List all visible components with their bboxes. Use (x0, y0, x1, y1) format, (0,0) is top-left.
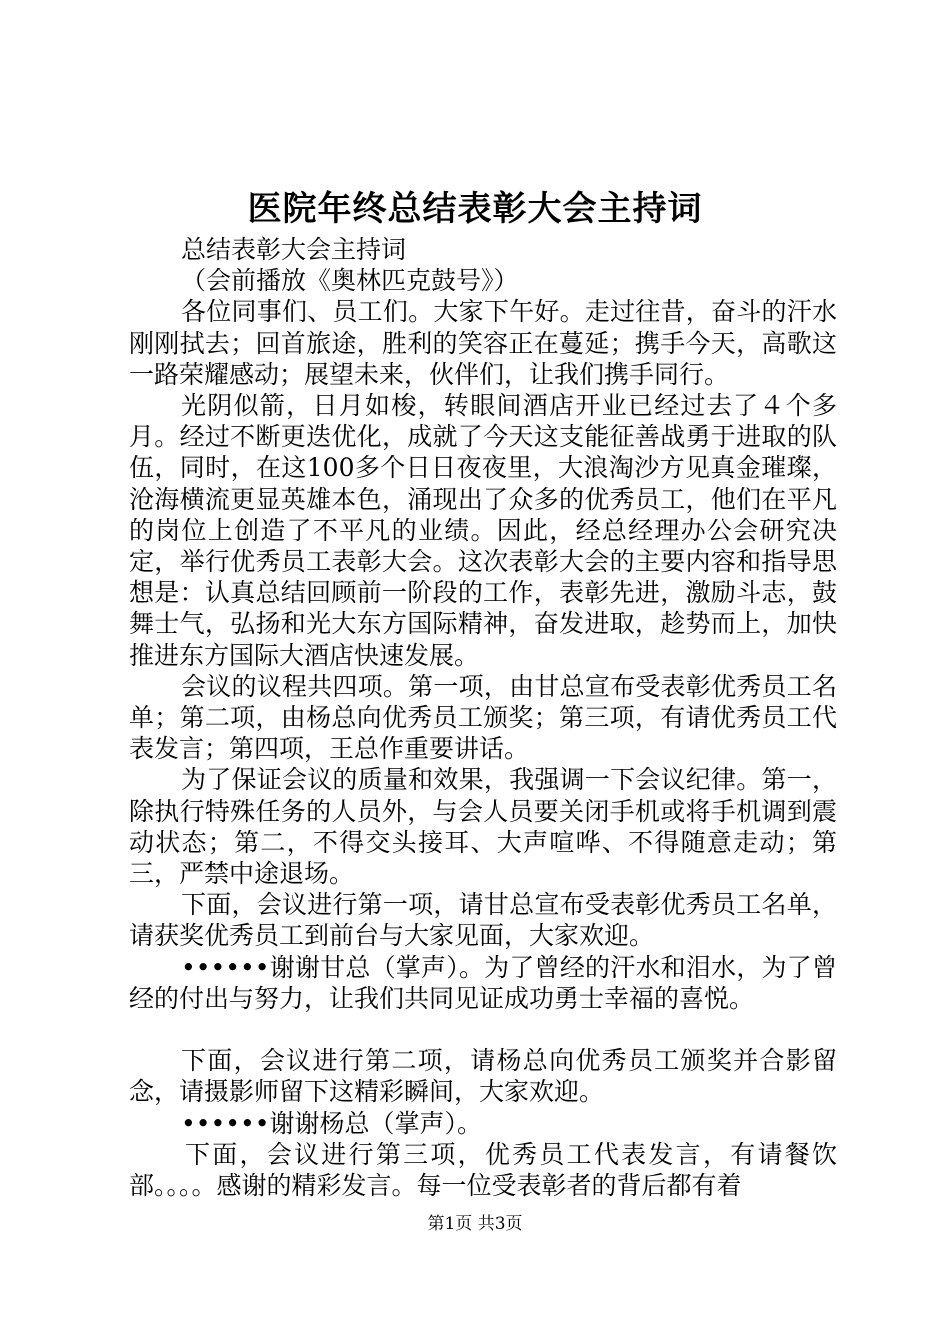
paragraph-item-three: 下面，会议进行第三项，优秀员工代表发言，有请餐饮部。。。。感谢的精彩发言。每一位受表彰者的背后都有着 (129, 1139, 837, 1201)
paragraph-agenda: 会议的议程共四项。第一项，由甘总宣布受表彰优秀员工名单；第二项，由杨总向优秀员工颁奖；第三项，有请优秀员工代表发言；第四项，王总作重要讲话。 (129, 671, 837, 764)
paragraph-item-one: 下面，会议进行第一项，请甘总宣布受表彰优秀员工名单，请获奖优秀员工到前台与大家见面，大家欢迎。 (129, 890, 837, 951)
paragraph-discipline: 为了保证会议的质量和效果，我强调一下会议纪律。第一，除执行特殊任务的人员外，与会人员要关闭手机或将手机调到震动状态；第二，不得交头接耳、大声喧哗、不得随意走动；第三，严禁中途退场。 (129, 765, 837, 889)
paragraph-opening: 各位同事们、员工们。大家下午好。走过往昔，奋斗的汗水刚刚拭去；回首旅途，胜利的笑容正在蔓延；携手今天，高歌这一路荣耀感动；展望未来，伙伴们，让我们携手同行。 (129, 297, 837, 389)
document-body (129, 234, 837, 1201)
paragraph-item-two: 下面，会议进行第二项，请杨总向优秀员工颁奖并合影留念，请摄影师留下这精彩瞬间，大家欢迎。 (129, 1046, 837, 1107)
paragraph-thanks-gan: ••••••谢谢甘总（掌声）。为了曾经的汗水和泪水，为了曾经的付出与努力，让我们共同见证成功勇士幸福的喜悦。 (129, 952, 837, 1013)
document-title: 医院年终总结表彰大会主持词 (247, 189, 703, 229)
paragraph-background: 光阴似箭，日月如梭，转眼间酒店开业已经过去了４个多月。经过不断更迭优化，成就了今天这支能征善战勇于进取的队伍，同时，在这100多个日日夜夜里，大浪淘沙方见真金璀璨，沧海横流更显英雄本色，涌现出了众多的优秀员工，他们在平凡的岗位上创造了不平凡的业绩。因此，经总经理办公会研究决定，举行优秀员工表彰大会。这次表彰大会的主要内容和指导思想是：认真总结回顾前一阶段的工作，表彰先进，激励斗志，鼓舞士气，弘扬和光大东方国际精神，奋发进取，趁势而上，加快推进东方国际大酒店快速发展。 (129, 391, 837, 670)
paragraph-thanks-yang: ••••••谢谢杨总（掌声）。 (181, 1108, 482, 1138)
blank-line (129, 1014, 837, 1045)
page-footer: 第1页 共3页 (427, 1214, 523, 1234)
paragraph-subtitle: 总结表彰大会主持词 (181, 235, 407, 264)
paragraph-music-note: （会前播放《奥林匹克鼓号》） (181, 266, 519, 296)
